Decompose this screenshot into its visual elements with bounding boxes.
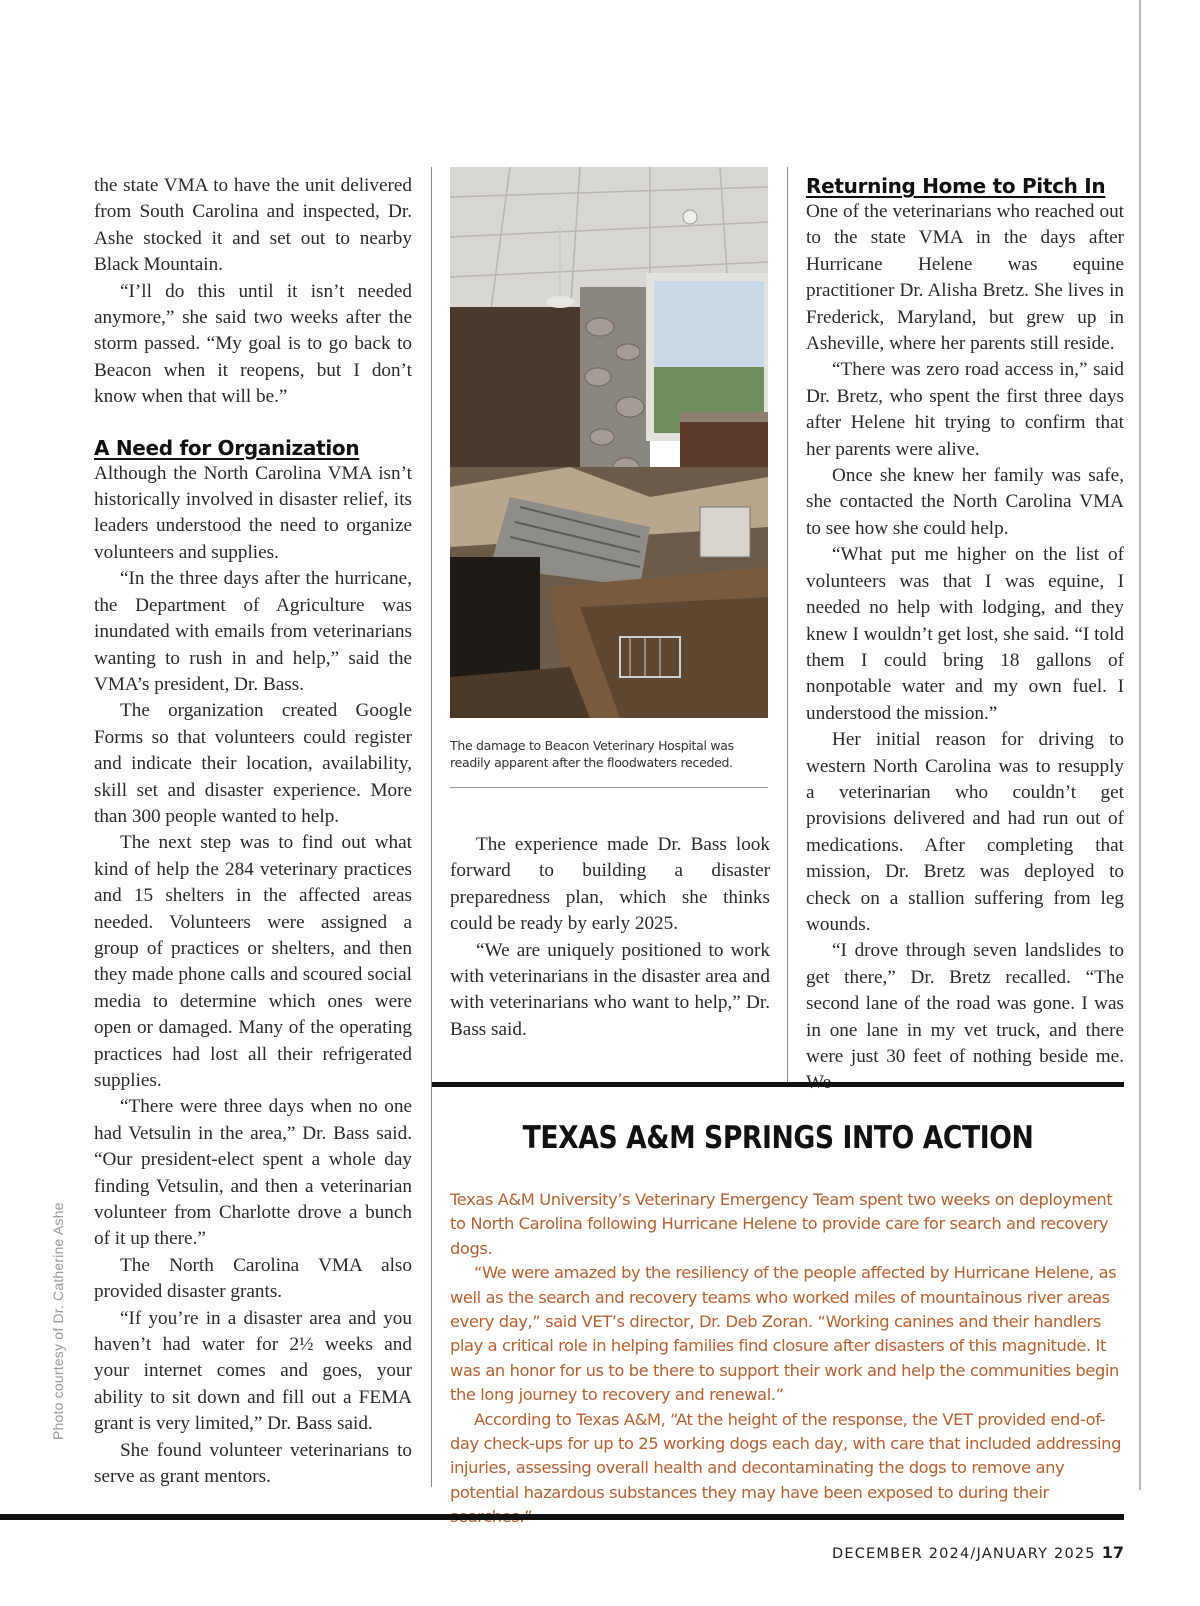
sidebar-title: TEXAS A&M SPRINGS INTO ACTION [522, 1120, 1034, 1156]
paragraph: “There was zero road access in,” said Dr. Bretz, who spent the first three days after Helene hit trying to confirm that her parents were alive. [806, 359, 1124, 460]
column-divider [787, 167, 788, 1082]
paragraph: “I drove through seven landslides to get there,” Dr. Bretz recalled. “The second lane of the road was gone. I was in one lane in my vet truck, and there were just 30 feet of nothing beside me. [806, 940, 1124, 1067]
paragraph: Once she knew her family was safe, she contacted the North Carolina VMA to see how she could help. [806, 465, 1124, 539]
hospital-damage-photo [450, 167, 768, 718]
paragraph: Although the North Carolina VMA isn’t historically involved in disaster relief, its leaders understood the need to organize volunteers and supplies. [94, 462, 412, 563]
paragraph: the state VMA to have the unit delivered from South Carolina and inspected, Dr. Ashe stocked it and set out to nearby Black Mountain. [94, 175, 412, 276]
paragraph: “In the three days after the hurricane, the Department of Agriculture was inundated with emails from veterinarians wanting to rush in and help,” said the VMA’s president, Dr. Bass. [94, 568, 412, 695]
paragraph: One of the veterinarians who reached out to the state VMA in the days after Hurricane Helene was equine practitioner Dr. Alisha Bretz. She lives in Frederick, Maryland, but grew up in Asheville, where her parents still reside. [806, 201, 1124, 355]
paragraph: The experience made Dr. Bass look forward to building a disaster preparedness plan, which she thinks could be ready by early 2025. [450, 834, 770, 935]
article-column-3 [806, 173, 1124, 1097]
footer-rule [0, 1514, 1124, 1520]
page-footer [800, 1543, 1124, 1562]
sidebar-paragraph: According to Texas A&M, “At the height of the response, the VET provided end-of-day check-ups for up to 25 working dogs each day, with care that included addressing injuries, assessing overall health and decontaminating the dogs to remove any potential hazardous substances they may have been exposed to during their [450, 1409, 1122, 1502]
paragraph: “I’ll do this until it isn’t needed anymore,” she said two weeks after the storm passed. “My goal is to go back to Beacon when it reopens, but I don’t know when that will be.” [94, 280, 412, 408]
sidebar-top-rule [432, 1082, 1124, 1087]
paragraph: Her initial reason for driving to western North Carolina was to resupply a veterinarian who couldn’t get provisions delivered and had run out of medications. After completing that mission, Dr. Bretz was deployed to check on a stallion suffering from leg wounds. [806, 729, 1124, 935]
column-divider [431, 167, 432, 1487]
paragraph: The North Carolina VMA also provided disaster grants. [94, 1254, 412, 1303]
article-column-2 [450, 832, 770, 1043]
paragraph: “If you’re in a disaster area and you haven’t had water for 2½ weeks and your internet comes and goes, your ability to sit down and fill out a FEMA grant is very limited,” Dr. Bass said. [94, 1307, 412, 1435]
photo-caption: The damage to Beacon Veterinary Hospital was readily apparent after the floodwaters receded. [450, 738, 734, 770]
sidebar-body [450, 1188, 1130, 1530]
section-heading: Returning Home to Pitch In [806, 174, 1106, 198]
page-edge-rule [1139, 0, 1141, 1490]
sidebar-paragraph: Texas A&M University’s Veterinary Emergency Team spent two weeks on deployment to North Carolina following Hurricane Helene to provide care for search and recovery dogs. [450, 1190, 1113, 1258]
paragraph: The organization created Google Forms so that volunteers could register and indicate their location, availability, skill set and disaster experience. More than 300 people wanted to help. [94, 700, 412, 827]
paragraph: She found volunteer veterinarians to serve as grant mentors. [94, 1439, 412, 1488]
paragraph: The next step was to find out what kind of help the 284 veterinary practices and 15 shelters in the affected areas needed. Volunteers were assigned a group of practices or shelters, and then they made phone calls and scoured social media to determine which ones were open or damaged. Many of the operating practices had lost all their refrigerated supplies. [94, 832, 412, 1091]
paragraph: “What put me higher on the list of volunteers was that I was equine, I needed no help with lodging, and they knew I wouldn’t get lost, she said. “I told them I could bring 18 gallons of nonpotable water and my own fuel. I understood the mission.” [806, 544, 1124, 724]
article-column-1 [94, 173, 412, 1491]
sidebar-paragraph: “We were amazed by the resiliency of the people affected by Hurricane Helene, as well as the search and recovery teams who worked miles of mountainous river areas every day,” said VET’s director, Dr. Deb Zoran. “Working canines and their handlers play a critical role in helping families find closure after disasters of this magnitude. It was an honor for us to be there to support their work and help the communities begin the long journey to recovery and renewal.” [450, 1263, 1119, 1405]
caption-divider [450, 787, 768, 788]
page-number: 17 [1101, 1543, 1124, 1562]
paragraph: “We are uniquely positioned to work with veterinarians in the disaster area and with veterinarians who want to help,” Dr. Bass said. [450, 939, 770, 1040]
section-heading: A Need for Organization [94, 435, 360, 460]
issue-date: DECEMBER 2024/JANUARY 2025 [831, 1546, 1096, 1562]
photo-credit: Photo courtesy of Dr. Catherine Ashe [50, 1202, 66, 1440]
paragraph: “There were three days when no one had Vetsulin in the area,” Dr. Bass said. “Our president-elect spent a whole day finding Vetsulin, and then a veterinarian volunteer from Charlotte drove a bunch of it up there.” [94, 1096, 412, 1250]
